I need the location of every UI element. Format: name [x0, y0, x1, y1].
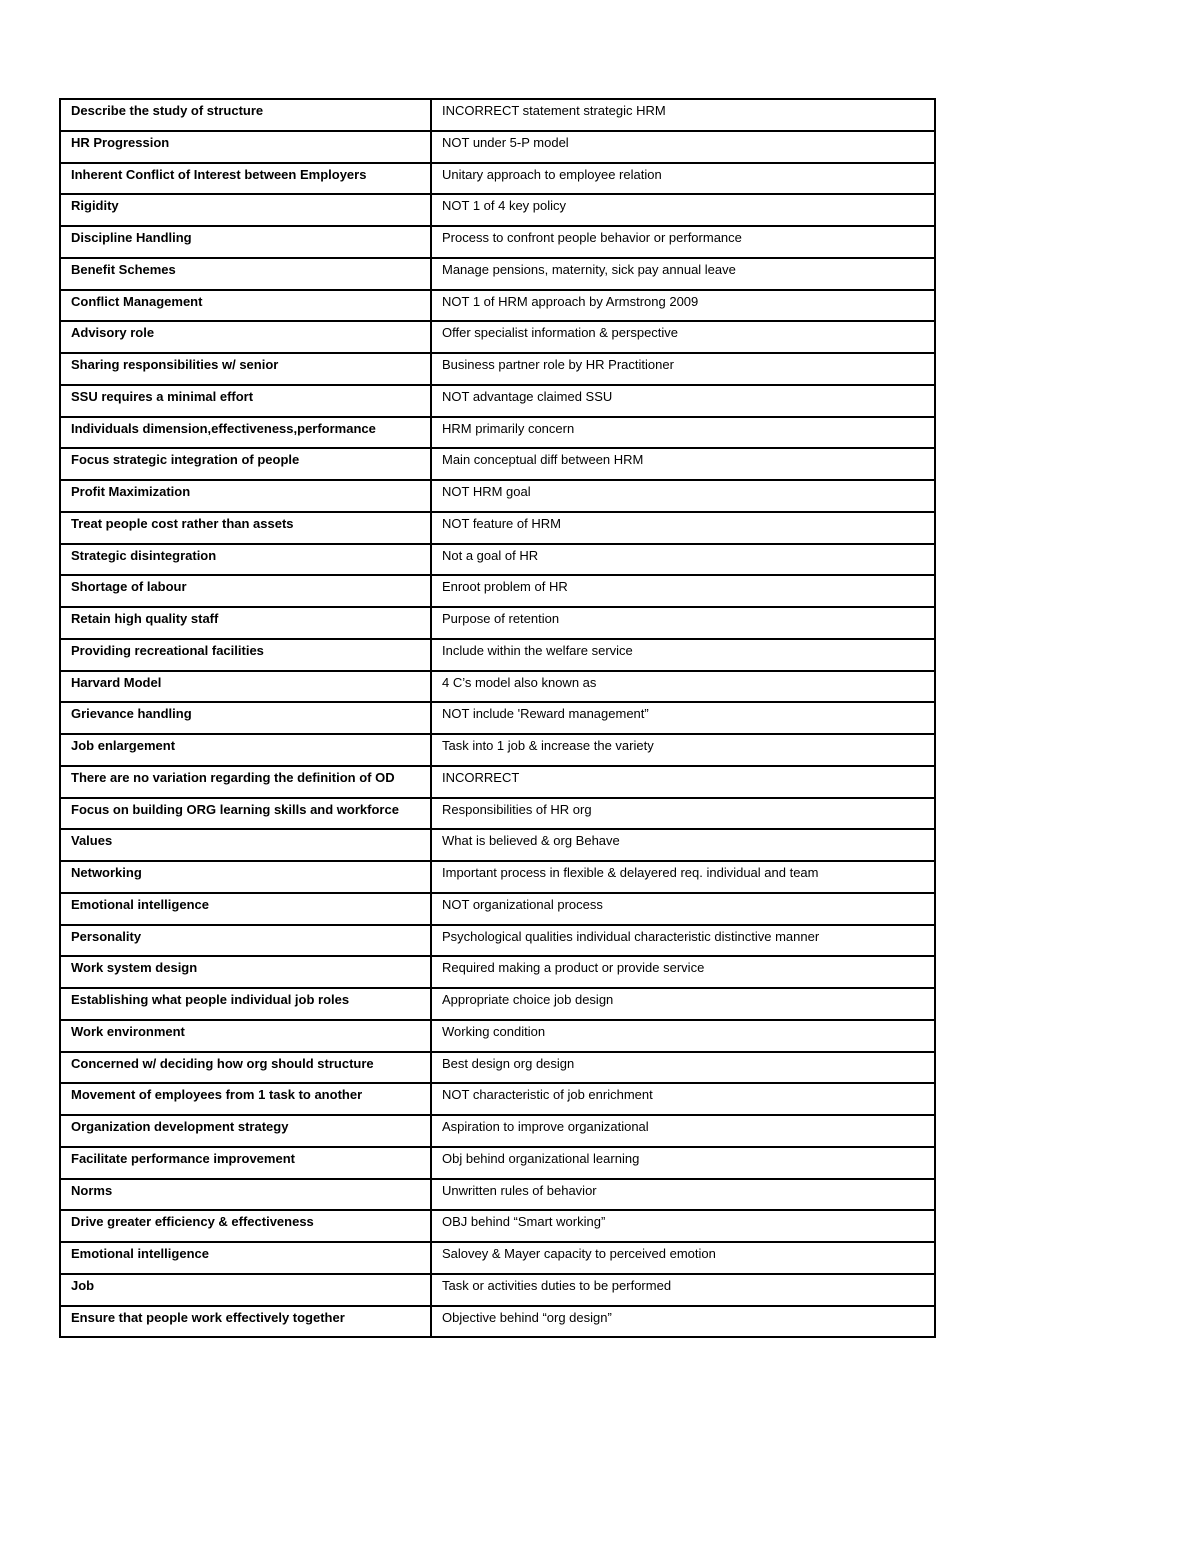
table-row: [60, 417, 935, 449]
definition-cell: What is believed & org Behave: [431, 829, 935, 861]
definition-cell: Appropriate choice job design: [431, 988, 935, 1020]
term-cell: Individuals dimension,effectiveness,performance: [60, 417, 431, 449]
term-cell: Job enlargement: [60, 734, 431, 766]
table-row: [60, 988, 935, 1020]
table-row: [60, 861, 935, 893]
table-row: [60, 544, 935, 576]
definition-cell: Psychological qualities individual characteristic distinctive manner: [431, 925, 935, 957]
definition-cell: Required making a product or provide service: [431, 956, 935, 988]
table-row: [60, 321, 935, 353]
term-cell: Work environment: [60, 1020, 431, 1052]
table-row: [60, 226, 935, 258]
term-cell: There are no variation regarding the definition of OD: [60, 766, 431, 798]
term-cell: Advisory role: [60, 321, 431, 353]
table-row: [60, 1083, 935, 1115]
definition-cell: NOT include 'Reward management”: [431, 702, 935, 734]
term-definition-table: [59, 98, 936, 1338]
term-cell: Harvard Model: [60, 671, 431, 703]
term-cell: Networking: [60, 861, 431, 893]
table-row: [60, 639, 935, 671]
term-cell: Concerned w/ deciding how org should structure: [60, 1052, 431, 1084]
term-cell: Rigidity: [60, 194, 431, 226]
definition-cell: Not a goal of HR: [431, 544, 935, 576]
definition-cell: Important process in flexible & delayered req. individual and team: [431, 861, 935, 893]
table-row: [60, 925, 935, 957]
term-cell: Norms: [60, 1179, 431, 1211]
table-row: [60, 290, 935, 322]
table-body: [60, 99, 935, 1337]
table-row: [60, 448, 935, 480]
table-row: [60, 766, 935, 798]
definition-cell: Unwritten rules of behavior: [431, 1179, 935, 1211]
definition-cell: Aspiration to improve organizational: [431, 1115, 935, 1147]
definition-cell: HRM primarily concern: [431, 417, 935, 449]
definition-cell: Objective behind “org design”: [431, 1306, 935, 1338]
definition-cell: Unitary approach to employee relation: [431, 163, 935, 195]
table-row: [60, 1147, 935, 1179]
definition-cell: Best design org design: [431, 1052, 935, 1084]
table-row: [60, 99, 935, 131]
term-cell: Work system design: [60, 956, 431, 988]
definition-cell: Business partner role by HR Practitioner: [431, 353, 935, 385]
table-row: [60, 1274, 935, 1306]
table-row: [60, 480, 935, 512]
definition-cell: Main conceptual diff between HRM: [431, 448, 935, 480]
definition-cell: NOT characteristic of job enrichment: [431, 1083, 935, 1115]
definition-cell: NOT organizational process: [431, 893, 935, 925]
definition-cell: Responsibilities of HR org: [431, 798, 935, 830]
definition-cell: 4 C’s model also known as: [431, 671, 935, 703]
term-cell: Discipline Handling: [60, 226, 431, 258]
table-row: [60, 798, 935, 830]
table-row: [60, 385, 935, 417]
term-cell: HR Progression: [60, 131, 431, 163]
term-cell: Shortage of labour: [60, 575, 431, 607]
term-cell: Describe the study of structure: [60, 99, 431, 131]
table-row: [60, 258, 935, 290]
term-cell: SSU requires a minimal effort: [60, 385, 431, 417]
definition-cell: Task or activities duties to be performed: [431, 1274, 935, 1306]
table-row: [60, 1020, 935, 1052]
term-cell: Benefit Schemes: [60, 258, 431, 290]
table-row: [60, 1115, 935, 1147]
definition-cell: INCORRECT statement strategic HRM: [431, 99, 935, 131]
term-cell: Job: [60, 1274, 431, 1306]
definition-cell: NOT HRM goal: [431, 480, 935, 512]
definition-cell: INCORRECT: [431, 766, 935, 798]
definition-cell: Purpose of retention: [431, 607, 935, 639]
definition-cell: Process to confront people behavior or performance: [431, 226, 935, 258]
term-cell: Ensure that people work effectively together: [60, 1306, 431, 1338]
term-cell: Emotional intelligence: [60, 1242, 431, 1274]
table-row: [60, 1052, 935, 1084]
term-cell: Profit Maximization: [60, 480, 431, 512]
term-cell: Facilitate performance improvement: [60, 1147, 431, 1179]
term-cell: Sharing responsibilities w/ senior: [60, 353, 431, 385]
definition-cell: Enroot problem of HR: [431, 575, 935, 607]
term-cell: Values: [60, 829, 431, 861]
table-row: [60, 163, 935, 195]
term-cell: Treat people cost rather than assets: [60, 512, 431, 544]
definition-cell: Obj behind organizational learning: [431, 1147, 935, 1179]
table-row: [60, 1242, 935, 1274]
document-page: [59, 98, 934, 1338]
term-cell: Drive greater efficiency & effectiveness: [60, 1210, 431, 1242]
term-cell: Inherent Conflict of Interest between Employers: [60, 163, 431, 195]
definition-cell: Manage pensions, maternity, sick pay annual leave: [431, 258, 935, 290]
definition-cell: NOT under 5-P model: [431, 131, 935, 163]
table-row: [60, 194, 935, 226]
table-row: [60, 702, 935, 734]
term-cell: Personality: [60, 925, 431, 957]
table-row: [60, 353, 935, 385]
definition-cell: Include within the welfare service: [431, 639, 935, 671]
definition-cell: NOT feature of HRM: [431, 512, 935, 544]
term-cell: Emotional intelligence: [60, 893, 431, 925]
table-row: [60, 607, 935, 639]
table-row: [60, 1210, 935, 1242]
table-row: [60, 829, 935, 861]
term-cell: Providing recreational facilities: [60, 639, 431, 671]
table-row: [60, 1179, 935, 1211]
definition-cell: NOT advantage claimed SSU: [431, 385, 935, 417]
definition-cell: OBJ behind “Smart working”: [431, 1210, 935, 1242]
definition-cell: Working condition: [431, 1020, 935, 1052]
term-cell: Organization development strategy: [60, 1115, 431, 1147]
term-cell: Strategic disintegration: [60, 544, 431, 576]
term-cell: Establishing what people individual job roles: [60, 988, 431, 1020]
table-row: [60, 575, 935, 607]
table-row: [60, 1306, 935, 1338]
table-row: [60, 734, 935, 766]
table-row: [60, 893, 935, 925]
definition-cell: Salovey & Mayer capacity to perceived emotion: [431, 1242, 935, 1274]
table-row: [60, 131, 935, 163]
definition-cell: Task into 1 job & increase the variety: [431, 734, 935, 766]
term-cell: Grievance handling: [60, 702, 431, 734]
table-row: [60, 956, 935, 988]
term-cell: Focus on building ORG learning skills and workforce: [60, 798, 431, 830]
term-cell: Focus strategic integration of people: [60, 448, 431, 480]
table-row: [60, 512, 935, 544]
term-cell: Retain high quality staff: [60, 607, 431, 639]
term-cell: Conflict Management: [60, 290, 431, 322]
table-row: [60, 671, 935, 703]
definition-cell: NOT 1 of 4 key policy: [431, 194, 935, 226]
definition-cell: NOT 1 of HRM approach by Armstrong 2009: [431, 290, 935, 322]
term-cell: Movement of employees from 1 task to another: [60, 1083, 431, 1115]
definition-cell: Offer specialist information & perspective: [431, 321, 935, 353]
